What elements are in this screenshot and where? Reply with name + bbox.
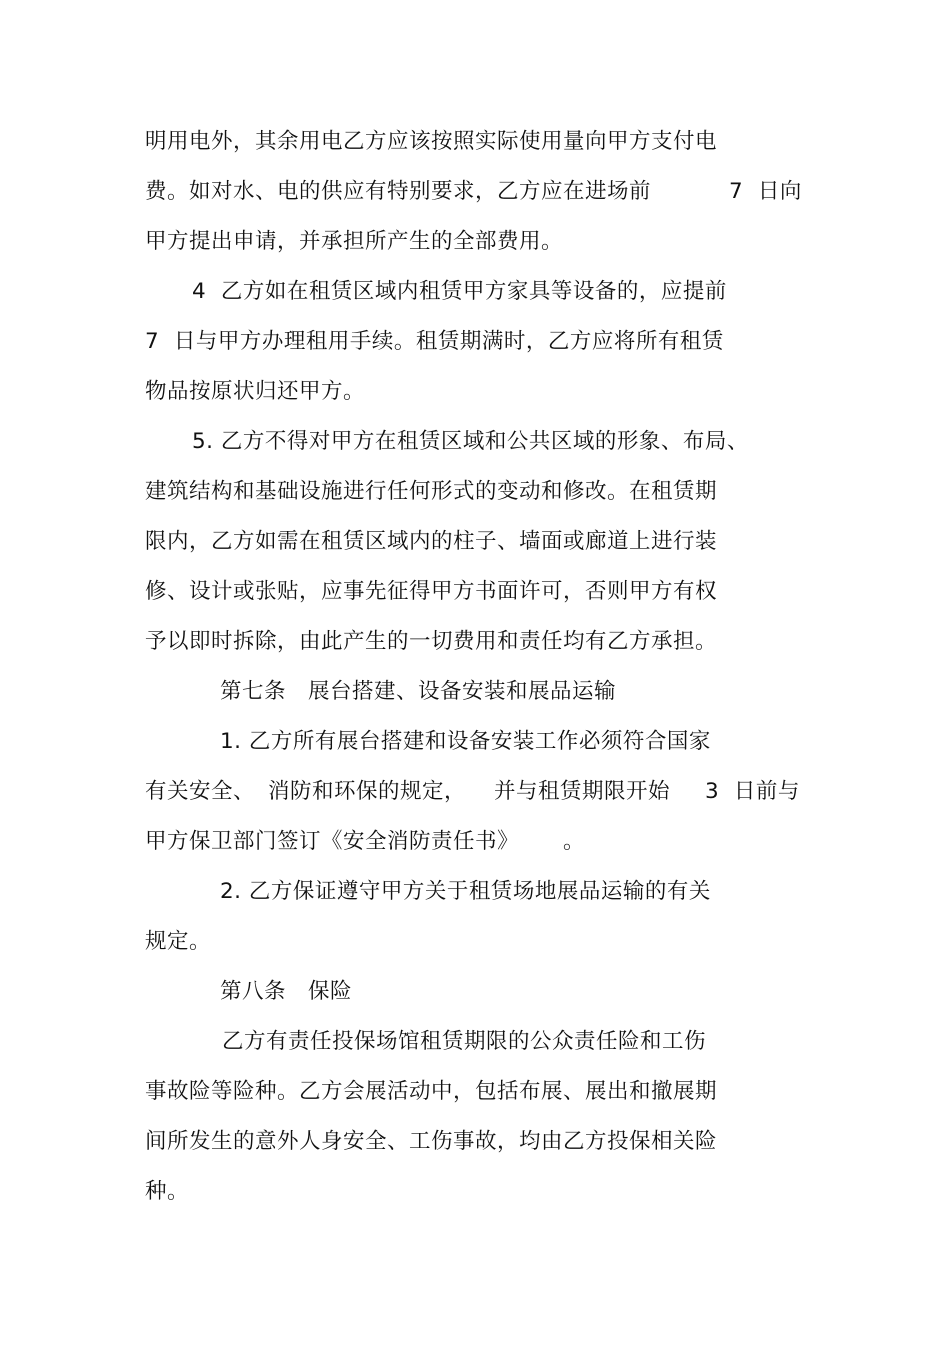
section-heading: 第七条 展台搭建、设备安装和展品运输 <box>220 679 617 704</box>
text-line: 2. 乙方保证遵守甲方关于租赁场地展品运输的有关 <box>220 879 711 904</box>
text-line: 明用电外，其余用电乙方应该按照实际使用量向甲方支付电 <box>145 129 718 154</box>
text-line: 修、设计或张贴，应事先征得甲方书面许可，否则甲方有权 <box>145 579 718 604</box>
text-line: 限内，乙方如需在租赁区域内的柱子、墙面或廊道上进行装 <box>145 529 718 554</box>
text-line: 4 乙方如在租赁区域内租赁甲方家具等设备的，应提前 <box>192 279 727 304</box>
text-line: 乙方有责任投保场馆租赁期限的公众责任险和工伤 <box>222 1029 707 1054</box>
text-line: 7 日向 <box>729 179 802 204</box>
text-line: 消防和环保的规定， <box>268 779 467 804</box>
text-line: 5. 乙方不得对甲方在租赁区域和公共区域的形象、布局、 <box>192 429 749 454</box>
text-line: 甲方提出申请，并承担所产生的全部费用。 <box>145 229 564 254</box>
text-line: 7 日与甲方办理租用手续。租赁期满时，乙方应将所有租赁 <box>145 329 724 354</box>
text-line: 3 日前与 <box>705 779 800 804</box>
text-line: 有关安全、 <box>145 779 256 804</box>
text-line: 建筑结构和基础设施进行任何形式的变动和修改。在租赁期 <box>145 479 718 504</box>
text-line: 事故险等险种。乙方会展活动中，包括布展、展出和撤展期 <box>145 1079 718 1104</box>
text-line: 费。如对水、电的供应有特别要求，乙方应在进场前 <box>145 179 652 204</box>
text-line: 并与租赁期限开始 <box>494 779 671 804</box>
text-line: 物品按原状归还甲方。 <box>145 379 366 404</box>
text-line: 甲方保卫部门签订《安全消防责任书》 <box>145 829 520 854</box>
text-line: 。 <box>563 829 586 854</box>
text-line: 种。 <box>145 1179 190 1204</box>
text-line: 间所发生的意外人身安全、工伤事故，均由乙方投保相关险 <box>145 1129 718 1154</box>
section-heading: 第八条 保险 <box>220 979 353 1004</box>
text-line: 予以即时拆除，由此产生的一切费用和责任均有乙方承担。 <box>145 629 718 654</box>
text-line: 规定。 <box>145 929 212 954</box>
text-line: 1. 乙方所有展台搭建和设备安装工作必须符合国家 <box>220 729 711 754</box>
